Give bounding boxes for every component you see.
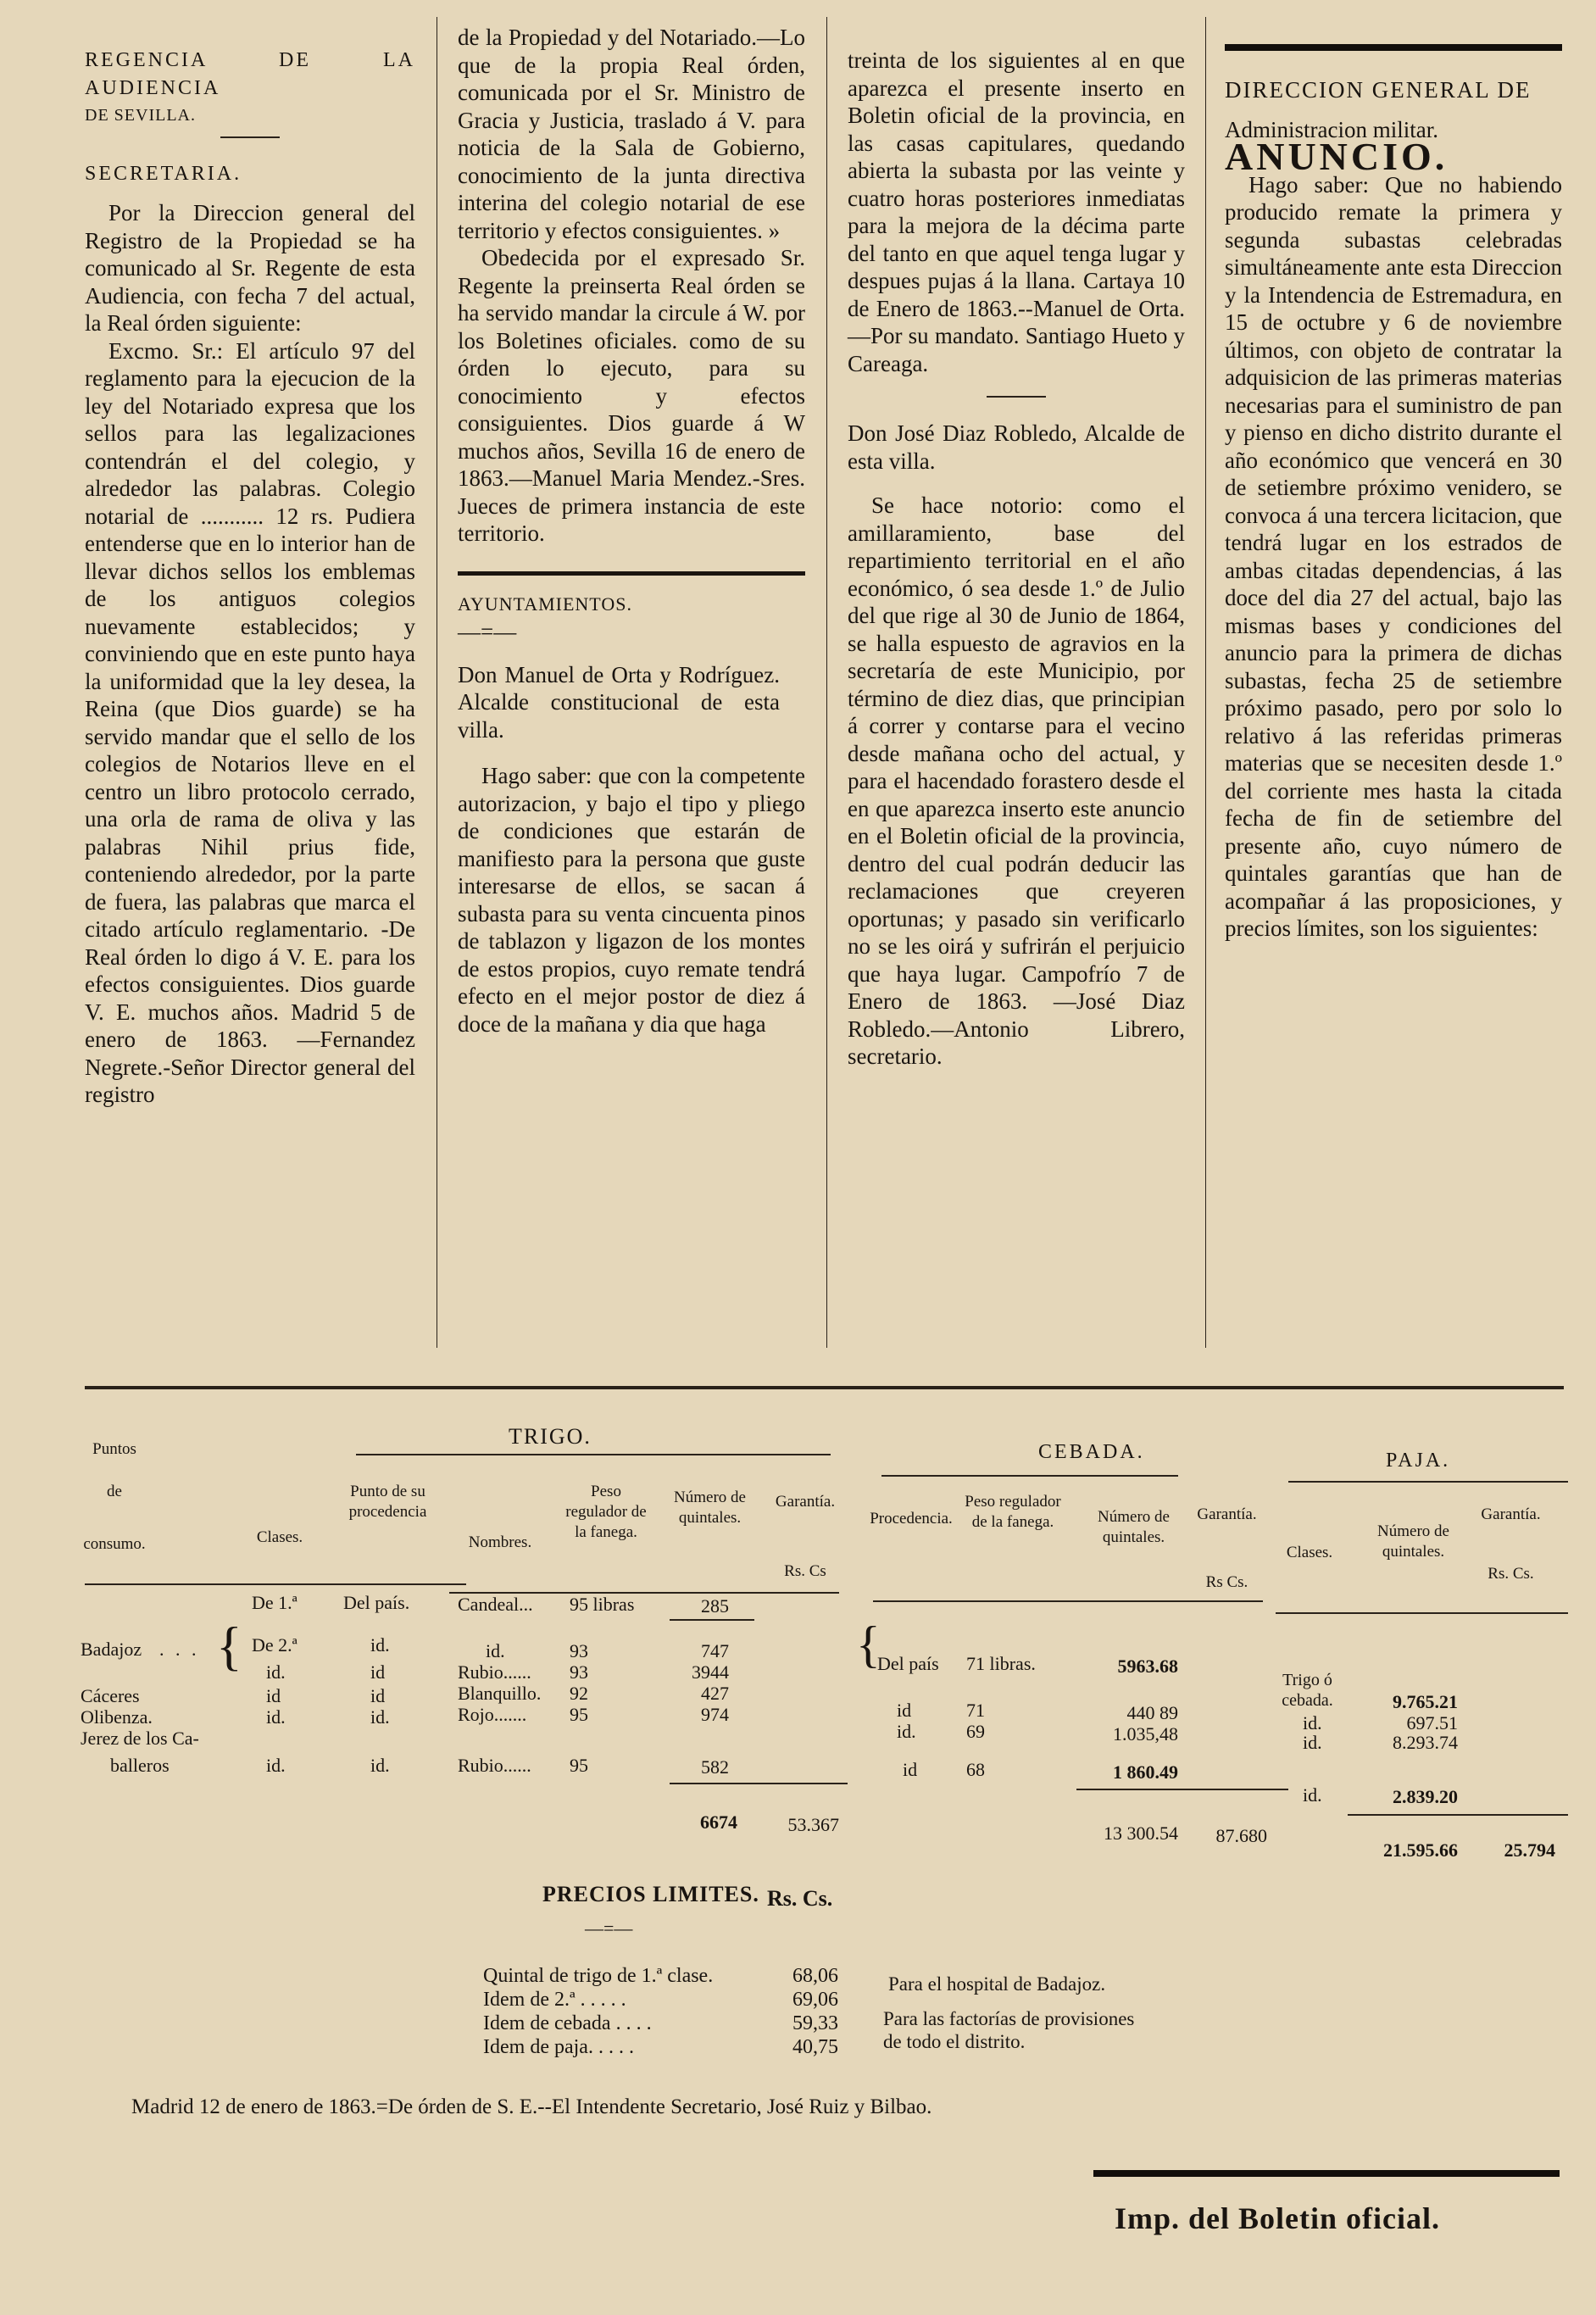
paragraph: Por la Direccion general del Registro de la Propiedad se ha comunicado al Sr. Regente de esta Audiencia, con fecha 7 del actual, la Real órden siguiente: (85, 200, 415, 336)
divider (987, 396, 1046, 398)
nombre-cell: Blanquillo. (458, 1683, 542, 1704)
proc-cell: Del país. (343, 1592, 410, 1613)
paja-clase: id. (1303, 1712, 1322, 1733)
paja-clase: id. (1303, 1784, 1322, 1806)
peso-cell: 93 (570, 1661, 588, 1683)
paja-quintal: 2.839.20 (1393, 1786, 1458, 1807)
col-head: Rs. Cs. (1488, 1565, 1534, 1583)
cebada-quintal: 1 860.49 (1113, 1761, 1178, 1783)
col-head: Procedencia. (870, 1510, 953, 1528)
rule (670, 1619, 754, 1621)
column-3 (848, 47, 1185, 1071)
cebada-proc: Del país (877, 1653, 939, 1674)
col-head: Punto de su procedencia (348, 1483, 427, 1521)
cebada-quintal: 440 89 (1126, 1702, 1178, 1723)
precio-value: 40,75 (792, 2036, 838, 2058)
col-head: Número de quintales. (674, 1489, 746, 1527)
peso-cell: 95 libras (570, 1594, 635, 1615)
col-head: Nombres. (468, 1533, 532, 1551)
group-cebada: CEBADA. (1038, 1441, 1145, 1463)
cebada-proc: id (903, 1759, 918, 1780)
header-regencia: REGENCIA DE LA AUDIENCIA (85, 49, 415, 99)
precios-ornament: —=— (585, 1917, 633, 1939)
rule (881, 1475, 1178, 1477)
paja-clase: id. (1303, 1732, 1322, 1753)
col-head: Garantía. (775, 1493, 836, 1511)
column-rule (826, 17, 827, 1348)
cebada-quintal: 1.035,48 (1113, 1723, 1178, 1745)
header-direccion: DIRECCION GENERAL DE (1225, 77, 1532, 103)
signature-line: Madrid 12 de enero de 1863.=De órden de S. E.--El Intendente Secretario, José Ruiz y Bilbao. (131, 2095, 932, 2118)
paragraph: Obedecida por el expresado Sr. Regente la preinserta Real órden se ha servido mandar la circule á W. por los Boletines oficiales. como de su órden lo ejecuto, para su conocimiento y efectos consiguientes. Dios guarde á W muchos años, Sevilla 16 de enero de 1863.—Manuel Maria Mendez.-Sres. Jueces de primera instancia de este territorio. (458, 245, 805, 546)
quintal-cell: 974 (701, 1704, 729, 1725)
precio-label: Quintal de trigo de 1.ª clase. (483, 1965, 714, 1987)
header-administracion: Administracion militar. (1225, 116, 1438, 142)
paja-quintal: 9.765.21 (1393, 1691, 1458, 1712)
cebada-proc: id (897, 1700, 912, 1721)
col-head: Rs Cs. (1205, 1573, 1248, 1591)
place-name: Cáceres (81, 1685, 140, 1706)
rule (873, 1600, 1263, 1602)
brace: { (856, 1617, 881, 1672)
col-head: Número de quintales. (1377, 1522, 1449, 1561)
quintal-cell: 285 (701, 1595, 729, 1617)
precio-note: Para las factorías de provisiones de todo el distrito. (883, 2008, 1135, 2052)
section-ayuntamientos: AYUNTAMIENTOS. (458, 593, 632, 615)
clase-cell: id (266, 1685, 281, 1706)
total-garantia: 53.367 (787, 1814, 839, 1835)
clase-cell: id. (266, 1661, 286, 1683)
footer-rule (1093, 2170, 1560, 2177)
divider (1225, 44, 1562, 51)
place-name: Jerez de los Ca- (81, 1728, 199, 1749)
nombre-cell: Rubio...... (458, 1661, 531, 1683)
header-sevilla: DE SEVILLA. (85, 106, 196, 125)
proc-cell: id (370, 1685, 386, 1706)
precio-value: 68,06 (792, 1965, 838, 1987)
clase-cell: De 1.ª (252, 1592, 298, 1613)
col-head: consumo. (83, 1535, 146, 1553)
paragraph: Excmo. Sr.: El artículo 97 del reglamento para la ejecucion de la ley del Notariado expresa que los sellos para las legalizaciones contendrán el del colegio, y alrededor las palabras. Colegio notarial de ........... 12 rs. Pudiera entenderse que en lo interior han de llevar dichos sellos los emblemas de los antiguos colegios nuevamente establecidos; y conviniendo que en este punto haya la uniformidad que la ley desea, la Reina (que Dios guarde) se ha servido mandar que el sello de los colegios de Notarios lleve en el centro un libro protocolo cerrado, una orla de rama de oliva y las palabras Nihil prius fide, conteniendo alrededor, por la parte de fuera, las palabras que marca el citado artículo reglamentario. -De Real órden lo digo á V. E. para los efectos consiguientes. Dios guarde V. E. muchos años. Madrid 5 de enero de 1863. —Fernandez Negrete.-Señor Director general del registro (85, 337, 415, 1107)
peso-cell: 93 (570, 1640, 588, 1661)
paja-clase: Trigo ó cebada. (1282, 1671, 1333, 1710)
quintal-cell: 427 (701, 1683, 729, 1704)
nombre-cell: Candeal... (458, 1594, 533, 1615)
precio-value: 59,33 (792, 2012, 838, 2034)
clase-cell: De 2.ª (252, 1634, 298, 1656)
cebada-quintal: 5963.68 (1117, 1656, 1178, 1677)
total-quintales: 6674 (700, 1811, 737, 1833)
divider (220, 136, 280, 138)
peso-cell: 92 (570, 1683, 588, 1704)
clase-cell: id. (266, 1755, 286, 1776)
col-head: Puntos (92, 1440, 136, 1458)
proc-cell: id (370, 1661, 386, 1683)
nombre-cell: id. (486, 1640, 505, 1661)
paja-quintal: 697.51 (1406, 1712, 1458, 1733)
precio-value: 69,06 (792, 1989, 838, 2011)
rule (1276, 1612, 1568, 1614)
paragraph: Don Manuel de Orta y Rodríguez. Alcalde constitucional de esta villa. (458, 661, 780, 743)
precios-title: PRECIOS LIMITES. (542, 1882, 759, 1906)
column-1 (85, 47, 415, 1109)
quintal-cell: 3944 (692, 1661, 729, 1683)
cebada-peso: 69 (966, 1721, 985, 1742)
section-ornament: —=— (458, 619, 517, 644)
supply-table (0, 1365, 1596, 1873)
column-4 (1225, 44, 1562, 943)
paragraph: Se hace notorio: como el amillaramiento, base del repartimiento territorial en el año económico, ó sea desde 1.º de Julio del que rige al 30 de Junio de 1864, se halla espuesto de agravios en la secretaría de este Municipio, por término de diez dias, que principian á correr y contarse para el vecino desde mañana ocho del actual, y para el hacendado forastero desde el en que aparezca inserto este anuncio en el Boletin oficial de la provincia, dentro del cual podrán deducir las reclamaciones que creyeren oportunas; y pasado sin verificarlo no se les oirá y sufrirán el perjuicio que haya lugar. Campofrío 7 de Enero de 1863. —José Diaz Robledo.—Antonio Librero, secretario. (848, 492, 1185, 1069)
place-leader: . . . (159, 1639, 200, 1660)
col-head: Garantía. (1197, 1505, 1257, 1523)
cebada-total: 13 300.54 (1104, 1823, 1178, 1844)
paragraph: Don José Diaz Robledo, Alcalde de esta villa. (848, 420, 1185, 474)
cebada-peso: 71 libras. (966, 1653, 1036, 1674)
cebada-peso: 68 (966, 1759, 985, 1780)
cebada-proc: id. (897, 1721, 916, 1742)
paja-total: 21.595.66 (1383, 1839, 1458, 1861)
precio-note: Para el hospital de Badajoz. (888, 1973, 1106, 1995)
precio-label: Idem de cebada . . . . (483, 2012, 652, 2034)
cebada-garantia: 87.680 (1215, 1825, 1267, 1846)
imprint: Imp. del Boletin oficial. (1115, 2201, 1440, 2235)
rule (1348, 1814, 1568, 1816)
proc-cell: id. (370, 1755, 390, 1776)
col-head: Peso regulador de la fanega. (565, 1483, 647, 1541)
col-head: Clases. (1286, 1544, 1333, 1561)
nombre-cell: Rubio...... (458, 1755, 531, 1776)
col-head: de (107, 1483, 122, 1500)
cebada-peso: 71 (966, 1700, 985, 1721)
place-name: balleros (110, 1755, 170, 1776)
col-head: Garantía. (1481, 1505, 1541, 1523)
peso-cell: 95 (570, 1755, 588, 1776)
place-name: Olibenza. (81, 1706, 153, 1728)
rule (1288, 1481, 1568, 1483)
peso-cell: 95 (570, 1704, 588, 1725)
proc-cell: id. (370, 1706, 390, 1728)
column-rule (1205, 17, 1206, 1348)
quintal-cell: 747 (701, 1640, 729, 1661)
col-head: Peso regulador de la fanega. (965, 1493, 1061, 1531)
group-paja: PAJA. (1386, 1450, 1451, 1472)
col-head: Rs. Cs (784, 1562, 826, 1580)
paragraph: Hago saber: Que no habiendo producido remate la primera y segunda subastas celebradas simultáneamente ante esta Direccion y la Intendencia de Estremadura, en 15 de octubre y 6 de noviembre últimos, con objeto de contratar la adquisicion de las primeras materias necesarias para el suministro de pan y pienso en dicho distrito durante el año económico que vencerá en 30 de setiembre próximo venidero, se convoca á una tercera licitacion, que tendrá lugar en los estrados de ambas citadas dependencias, á las doce del dia 27 del actual, bajo las mismas bases y condiciones del anuncio para la primera de dichas subastas, fecha 25 de setiembre próximo pasado, pero por solo lo relativo á las referidas primeras materias que se necesiten desde 1.º del corriente mes hasta la citada fecha de fin de setiembre del presente año, cuyo número de quintales garantías que han de acompañar á las proposiciones, y precios límites, son los siguientes: (1225, 171, 1562, 941)
precios-units: Rs. Cs. (767, 1886, 833, 1911)
paragraph: de la Propiedad y del Notariado.—Lo que de la propia Real órden, comunicada por el Sr. Ministro de Gracia y Justicia, traslado á V. para noticia de la Sala de Gobierno, conocimiento de la junta directiva interina del colegio notarial de ese territorio y efectos consiguientes. » (458, 25, 805, 243)
brace: { (216, 1616, 242, 1676)
divider (458, 571, 805, 576)
paja-garantia: 25.794 (1504, 1839, 1555, 1861)
place-name: Badajoz (81, 1639, 142, 1660)
paragraph: treinta de los siguientes al en que aparezca el presente inserto en Boletin oficial de la provincia, en las casas capitulares, quedando abierta la subasta por las veinte y cuatro horas posteriores inmediatas para la mejora de la décima parte del tanto en que aquel tenga lugar y despues pujas á la llana. Cartaya 10 de Enero de 1863.--Manuel de Orta.—Por su mandato. Santiago Hueto y Careaga. (848, 47, 1185, 376)
rule (670, 1783, 848, 1784)
nombre-cell: Rojo....... (458, 1704, 527, 1725)
rule (85, 1583, 466, 1585)
rule (356, 1454, 831, 1455)
precio-label: Idem de 2.ª . . . . . (483, 1989, 626, 2011)
rule (1076, 1789, 1288, 1790)
precio-label: Idem de paja. . . . . (483, 2036, 634, 2058)
group-trigo: TRIGO. (509, 1424, 592, 1449)
col-head: Número de quintales. (1098, 1508, 1170, 1546)
proc-cell: id. (370, 1634, 390, 1656)
title-anuncio: ANUNCIO. (1225, 135, 1449, 178)
paragraph: Hago saber: que con la competente autorizacion, y bajo el tipo y pliego de condiciones que estarán de manifiesto para la persona que guste interesarse de ellos, se sacan á subasta para su venta cincuenta pinos de tablazon y ligazon de los montes de estos propios, cuyo remate tendrá efecto en el mejor postor de diez á doce de la mañana y dia que haga (458, 763, 805, 1037)
column-2 (458, 24, 805, 1038)
quintal-cell: 582 (701, 1756, 729, 1778)
paja-quintal: 8.293.74 (1393, 1732, 1458, 1753)
section-secretaria: SECRETARIA. (85, 162, 242, 185)
col-head: Clases. (256, 1528, 303, 1546)
clase-cell: id. (266, 1706, 286, 1728)
